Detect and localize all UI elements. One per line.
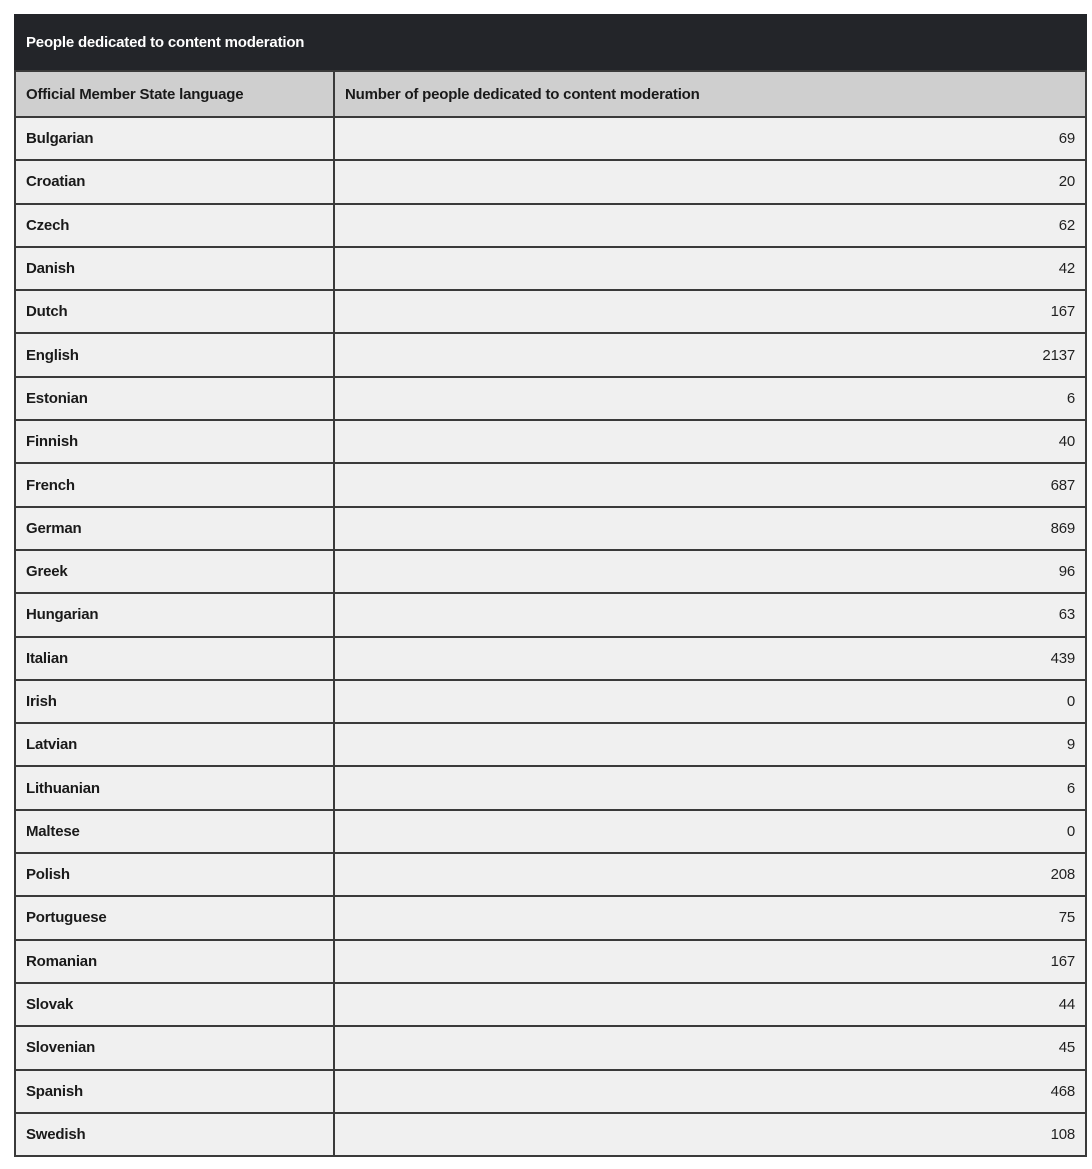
table-row: [15, 593, 1086, 636]
moderator-count-cell: 439: [334, 637, 1086, 680]
table-title: People dedicated to content moderation: [14, 14, 1087, 70]
table-row: [15, 507, 1086, 550]
table-body: [15, 117, 1086, 1156]
moderator-count-cell: 687: [334, 463, 1086, 506]
table-row: [15, 637, 1086, 680]
language-cell: Italian: [15, 637, 334, 680]
moderator-count-cell: 63: [334, 593, 1086, 636]
language-cell: Hungarian: [15, 593, 334, 636]
moderator-count-cell: 2137: [334, 333, 1086, 376]
language-cell: Danish: [15, 247, 334, 290]
table-row: [15, 204, 1086, 247]
table-row: [15, 766, 1086, 809]
language-cell: Swedish: [15, 1113, 334, 1156]
table-row: [15, 290, 1086, 333]
moderator-count-cell: 40: [334, 420, 1086, 463]
table-row: [15, 680, 1086, 723]
moderator-count-cell: 108: [334, 1113, 1086, 1156]
moderator-count-cell: 42: [334, 247, 1086, 290]
language-cell: Croatian: [15, 160, 334, 203]
moderator-count-cell: 167: [334, 290, 1086, 333]
language-cell: Spanish: [15, 1070, 334, 1113]
moderator-count-cell: 869: [334, 507, 1086, 550]
moderator-count-cell: 45: [334, 1026, 1086, 1069]
table-row: [15, 463, 1086, 506]
language-cell: Finnish: [15, 420, 334, 463]
table-row: [15, 1070, 1086, 1113]
language-cell: Polish: [15, 853, 334, 896]
column-header-language: Official Member State language: [15, 71, 334, 117]
moderator-count-cell: 9: [334, 723, 1086, 766]
language-cell: Czech: [15, 204, 334, 247]
language-cell: Latvian: [15, 723, 334, 766]
language-cell: Maltese: [15, 810, 334, 853]
language-cell: German: [15, 507, 334, 550]
table-row: [15, 810, 1086, 853]
language-cell: Romanian: [15, 940, 334, 983]
table-row: [15, 983, 1086, 1026]
table-row: [15, 940, 1086, 983]
language-cell: Lithuanian: [15, 766, 334, 809]
language-cell: Portuguese: [15, 896, 334, 939]
moderator-count-cell: 208: [334, 853, 1086, 896]
table-row: [15, 377, 1086, 420]
moderator-count-cell: 6: [334, 377, 1086, 420]
table-header-row: [15, 71, 1086, 117]
table-row: [15, 333, 1086, 376]
moderator-count-cell: 96: [334, 550, 1086, 593]
moderation-data-table: [14, 70, 1087, 1157]
language-cell: Greek: [15, 550, 334, 593]
language-cell: English: [15, 333, 334, 376]
table-row: [15, 160, 1086, 203]
moderator-count-cell: 6: [334, 766, 1086, 809]
language-cell: Slovak: [15, 983, 334, 1026]
moderator-count-cell: 0: [334, 680, 1086, 723]
table-row: [15, 896, 1086, 939]
table-row: [15, 247, 1086, 290]
language-cell: French: [15, 463, 334, 506]
moderator-count-cell: 468: [334, 1070, 1086, 1113]
table-row: [15, 723, 1086, 766]
language-cell: Slovenian: [15, 1026, 334, 1069]
table-row: [15, 117, 1086, 160]
moderator-count-cell: 69: [334, 117, 1086, 160]
moderator-count-cell: 75: [334, 896, 1086, 939]
table-row: [15, 1113, 1086, 1156]
table-row: [15, 420, 1086, 463]
language-cell: Dutch: [15, 290, 334, 333]
content-moderation-table: [14, 14, 1087, 1157]
language-cell: Estonian: [15, 377, 334, 420]
table-row: [15, 1026, 1086, 1069]
moderator-count-cell: 44: [334, 983, 1086, 1026]
table-row: [15, 853, 1086, 896]
language-cell: Irish: [15, 680, 334, 723]
table-row: [15, 550, 1086, 593]
moderator-count-cell: 167: [334, 940, 1086, 983]
moderator-count-cell: 62: [334, 204, 1086, 247]
moderator-count-cell: 0: [334, 810, 1086, 853]
column-header-count: Number of people dedicated to content moderation: [334, 71, 1086, 117]
moderator-count-cell: 20: [334, 160, 1086, 203]
language-cell: Bulgarian: [15, 117, 334, 160]
